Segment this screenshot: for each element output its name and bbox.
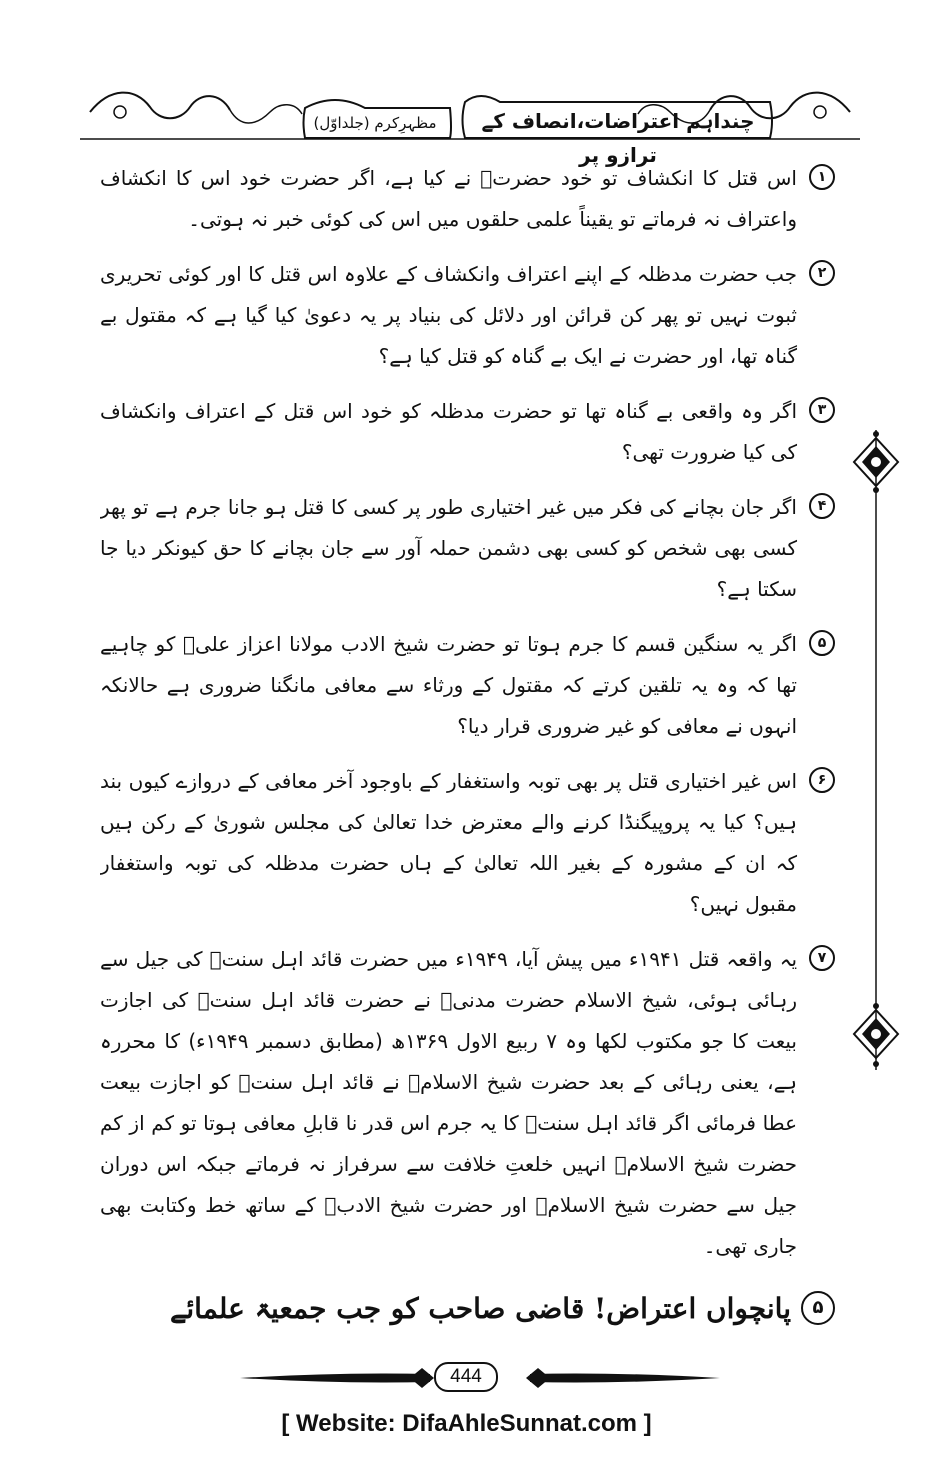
website-footer: [ Website: DifaAhleSunnat.com ] [281, 1410, 652, 1437]
item-text: اگر یہ سنگین قسم کا جرم ہوتا تو حضرت شیخ الادب مولانا اعزاز علیؒ کو چاہیے تھا کہ وہ یہ تلقین کرتے کہ مقتول کے ورثاء سے معافی مانگنا ضروری ہے حالانکہ انہوں نے معافی کو غیر ضروری قرار دیا؟ [100, 632, 797, 738]
heading-number: ۵ [801, 1291, 835, 1325]
item-number: ۱ [809, 164, 835, 190]
item-number: ۴ [809, 493, 835, 519]
item-text: یہ واقعہ قتل ۱۹۴۱ء میں پیش آیا، ۱۹۴۹ء میں حضرت قائد اہل سنتؒ کی جیل سے رہائی ہوئی، شیخ الاسلام حضرت مدنیؒ نے حضرت قائد اہل سنتؒ کی اجازت بیعت کا جو مکتوب لکھا وہ ۷ ربیع الاول ۱۳۶۹ھ (مطابق دسمبر ۱۹۴۹ء) کا محررہ ہے، یعنی رہائی کے بعد حضرت شیخ الاسلامؒ نے قائد اہل سنتؒ کو اجازت بیعت عطا فرمائی اگر قائد اہل سنتؒ کا یہ جرم اس قدر نا قابلِ معافی ہوتا تو کم از کم حضرت شیخ الاسلامؒ انہیں خلعتِ خلافت سے سرفراز نہ فرماتے جبکہ اس دوران جیل سے حضرت شیخ الاسلامؒ اور حضرت شیخ الادبؒ کے ساتھ خط وکتابت بھی جاری تھی۔ [100, 947, 798, 1258]
item-number: ۷ [809, 945, 835, 971]
book-title: مظہرِکرم (جلداوّل) [313, 114, 437, 132]
item-text: اگر وہ واقعی بے گناہ تھا تو حضرت مدظلہ کو خود اس قتل کے اعتراف وانکشاف کی کیا ضرورت تھی؟ [100, 399, 797, 464]
list-item [100, 254, 835, 377]
side-ornament [846, 430, 906, 1070]
list-item [100, 939, 835, 1267]
item-text: اس غیر اختیاری قتل پر بھی توبہ واستغفار کے باوجود آخر معافی کے دروازے کیوں بند ہیں؟ کیا یہ پروپیگنڈا کرنے والے معترض خدا تعالیٰ کی مجلس شوریٰ کے رکن ہیں کہ ان کے مشورہ کے بغیر اللہ تعالیٰ کے ہاں حضرت مدظلہ کی توبہ واستغفار مقبول نہیں؟ [100, 769, 797, 916]
page-content [100, 158, 835, 1348]
section-heading [100, 1281, 835, 1348]
item-number: ۵ [809, 630, 835, 656]
heading-text: پانچواں اعتراض! قاضی صاحب کو جب جمعیۃ علمائے [169, 1292, 791, 1325]
chapter-title: چنداہم اعتراضات،انصاف کے ترازو پر [481, 109, 755, 167]
item-number: ۲ [809, 260, 835, 286]
item-text: جب حضرت مدظلہ کے اپنے اعتراف وانکشاف کے علاوہ اس قتل کا اور کوئی تحریری ثبوت نہیں تو پھر کن قرائن اور دلائل کی بنیاد پر یہ دعویٰ کیا گیا ہے کہ مقتول بے گناہ تھا، اور حضرت نے ایک بے گناہ کو قتل کیا ہے؟ [100, 262, 797, 368]
list-item [100, 624, 835, 747]
item-text: اس قتل کا انکشاف تو خود حضرتؒ نے کیا ہے، اگر حضرت خود اس کا انکشاف واعتراف نہ فرماتے تو یقیناً علمی حلقوں میں اس کی کوئی خبر نہ ہوتی۔ [100, 166, 797, 231]
list-item [100, 391, 835, 473]
item-number: ۶ [809, 767, 835, 793]
list-item [100, 761, 835, 925]
item-text: اگر جان بچانے کی فکر میں غیر اختیاری طور پر کسی کا قتل ہو جانا جرم ہے تو پھر کسی بھی شخص کو کسی بھی دشمن حملہ آور سے جان بچانے کا حق کیونکر دیا جا سکتا ہے؟ [100, 495, 797, 601]
list-item [100, 487, 835, 610]
page-number: 444 [434, 1362, 498, 1392]
item-number: ۳ [809, 397, 835, 423]
list-item [100, 158, 835, 240]
